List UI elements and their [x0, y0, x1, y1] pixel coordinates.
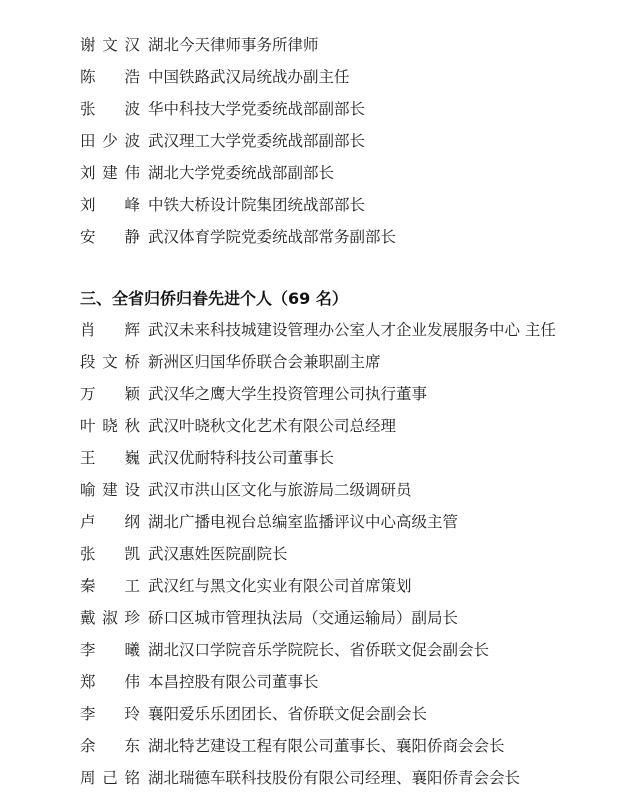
list-item [0, 478, 628, 502]
person-title: 武汉体育学院党委统战部常务副部长 [148, 228, 397, 246]
list-item [0, 542, 628, 566]
person-name: 戴淑珍 [80, 609, 140, 627]
person-name: 卢 纲 [80, 513, 140, 531]
person-name: 肖 辉 [80, 321, 140, 339]
person-title: 华中科技大学党委统战部副部长 [148, 100, 366, 118]
person-name: 喻建设 [80, 481, 140, 499]
person-title: 武汉叶晓秋文化艺术有限公司总经理 [148, 417, 397, 435]
person-title: 中铁大桥设计院集团统战部部长 [148, 196, 366, 214]
person-title: 新洲区归国华侨联合会兼职副主席 [148, 353, 381, 371]
person-title: 湖北今天律师事务所律师 [148, 36, 319, 54]
list-item [0, 702, 628, 726]
person-title: 武汉未来科技城建设管理办公室人才企业发展服务中心 主任 [148, 321, 556, 339]
list-item [0, 193, 628, 217]
list-item [0, 382, 628, 406]
person-title: 武汉市洪山区文化与旅游局二级调研员 [148, 481, 412, 499]
person-title: 武汉理工大学党委统战部副部长 [148, 132, 366, 150]
person-title: 本昌控股有限公司董事长 [148, 673, 319, 691]
person-title: 湖北广播电视台总编室监播评议中心高级主管 [148, 513, 459, 531]
person-name: 李 曦 [80, 641, 140, 659]
person-title: 硚口区城市管理执法局（交通运输局）副局长 [148, 609, 459, 627]
list-item [0, 65, 628, 89]
list-item [0, 225, 628, 249]
person-title: 湖北大学党委统战部副部长 [148, 164, 335, 182]
person-title: 湖北汉口学院音乐学院院长、省侨联文促会副会长 [148, 641, 490, 659]
person-name: 刘建伟 [80, 164, 140, 182]
person-name: 余 东 [80, 737, 140, 755]
person-title: 武汉红与黑文化实业有限公司首席策划 [148, 577, 412, 595]
person-name: 李 玲 [80, 705, 140, 723]
list-item [0, 350, 628, 374]
list-item [0, 33, 628, 57]
list-item [0, 414, 628, 438]
person-title: 中国铁路武汉局统战办副主任 [148, 68, 350, 86]
person-name: 安 静 [80, 228, 140, 246]
list-item [0, 97, 628, 121]
list-item [0, 510, 628, 534]
person-title: 湖北特艺建设工程有限公司董事长、襄阳侨商会会长 [148, 737, 505, 755]
list-item [0, 766, 628, 790]
list-item [0, 606, 628, 630]
list-item [0, 670, 628, 694]
list-item [0, 446, 628, 470]
list-item [0, 574, 628, 598]
person-name: 陈 浩 [80, 68, 140, 86]
person-name: 王 巍 [80, 449, 140, 467]
person-title: 武汉优耐特科技公司董事长 [148, 449, 335, 467]
person-name: 叶晓秋 [80, 417, 140, 435]
person-title: 襄阳爱乐乐团团长、省侨联文促会副会长 [148, 705, 428, 723]
list-item [0, 129, 628, 153]
list-item [0, 318, 628, 342]
person-name: 万 颖 [80, 385, 140, 403]
person-name: 秦 工 [80, 577, 140, 595]
person-name: 段文桥 [80, 353, 140, 371]
person-name: 周己铭 [80, 769, 140, 787]
person-title: 武汉华之鹰大学生投资管理公司执行董事 [148, 385, 428, 403]
person-title: 湖北瑞德车联科技股份有限公司经理、襄阳侨青会会长 [148, 769, 521, 787]
person-name: 田少波 [80, 132, 140, 150]
list-item [0, 161, 628, 185]
person-name: 张 波 [80, 100, 140, 118]
person-title: 武汉惠姓医院副院长 [148, 545, 288, 563]
person-name: 谢文汉 [80, 36, 140, 54]
person-name: 刘 峰 [80, 196, 140, 214]
list-item [0, 638, 628, 662]
section-heading: 三、全省归侨归眷先进个人（69 名） [80, 289, 348, 308]
person-name: 张 凯 [80, 545, 140, 563]
person-name: 郑 伟 [80, 673, 140, 691]
list-item [0, 734, 628, 758]
